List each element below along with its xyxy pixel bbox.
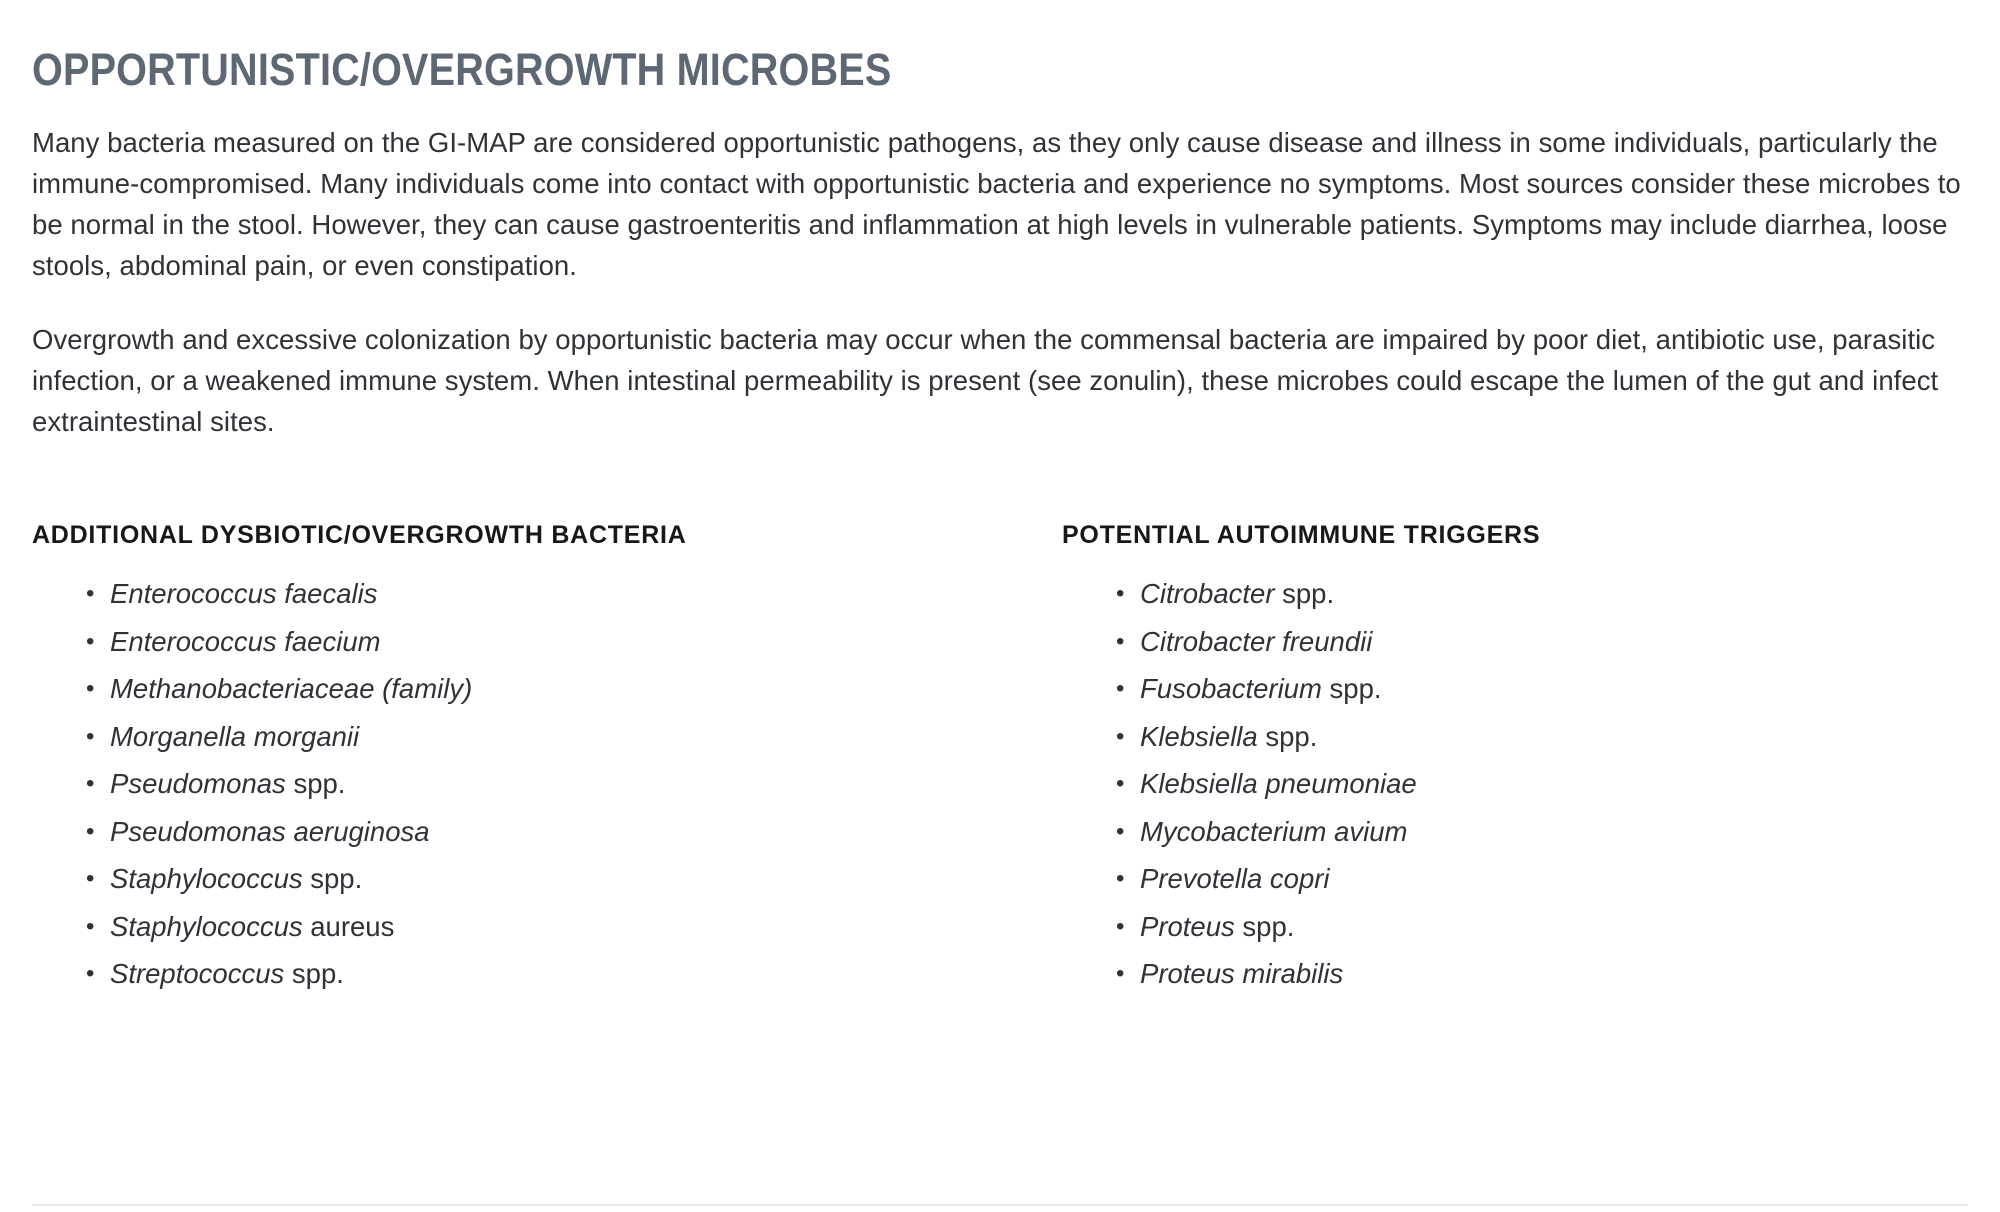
column-potential-autoimmune-triggers: [1062, 520, 1962, 998]
species-name-italic: Methanobacteriaceae (family): [110, 673, 473, 704]
species-name-italic: Pseudomonas aeruginosa: [110, 815, 430, 847]
list-item: [1062, 665, 1962, 713]
intro-paragraph-2: Overgrowth and excessive colonization by opportunistic bacteria may occur when the commensal bacteria are impaired by poor diet, antibiotic use, parasitic infection, or a weakened immune system. When intestinal permeability is present (see zonulin), these microbes could escape the lumen of the gut and infect extraintestinal sites.: [32, 324, 1939, 437]
species-list-right: [1062, 550, 1962, 998]
list-item: [1062, 808, 1962, 856]
list-item: [32, 950, 1062, 998]
species-name-italic: Klebsiella: [1140, 720, 1258, 752]
species-name-italic: Morganella morganii: [110, 720, 360, 752]
species-name-italic: Fusobacterium: [1140, 673, 1322, 704]
list-item: [1062, 903, 1962, 951]
list-item: [32, 713, 1062, 761]
species-name-italic: Staphylococcus: [110, 910, 303, 942]
species-name-italic: Proteus mirabilis: [1140, 958, 1344, 989]
species-name-qualifier: spp.: [302, 863, 363, 894]
species-name-italic: Enterococcus faecium: [110, 625, 381, 657]
species-name-qualifier: spp.: [1234, 910, 1295, 942]
species-name-italic: Prevotella copri: [1140, 863, 1330, 894]
species-name-italic: Enterococcus faecalis: [110, 578, 378, 609]
species-name-qualifier: spp.: [1274, 578, 1335, 609]
list-item: [1062, 713, 1962, 761]
species-name-qualifier: spp.: [1321, 673, 1382, 704]
list-item: [32, 903, 1062, 951]
section-heading-potential-autoimmune-triggers: POTENTIAL AUTOIMMUNE TRIGGERS: [1062, 521, 1541, 549]
species-name-italic: Mycobacterium avium: [1140, 815, 1408, 847]
list-item: [32, 808, 1062, 856]
species-name-italic: Klebsiella pneumoniae: [1140, 768, 1417, 799]
species-name-italic: Streptococcus: [110, 958, 285, 989]
species-name-qualifier: spp.: [1257, 720, 1318, 752]
list-item: [32, 618, 1062, 666]
intro-paragraph-1: Many bacteria measured on the GI-MAP are considered opportunistic pathogens, as they only cause disease and illness in some individuals, particularly the immune-compromised. Many individuals come into contact with opportunistic bacteria and experience no symptoms. Most sources consider these microbes to be normal in the stool. However, they can cause gastroenteritis and inflammation at high levels in vulnerable patients. Symptoms may include diarrhea, loose stools, abdominal pain, or even constipation.: [32, 127, 1961, 281]
list-item: [32, 760, 1062, 808]
species-list-left: [32, 550, 1062, 998]
list-item: [1062, 855, 1962, 903]
species-columns: [32, 442, 1968, 998]
species-name-italic: Pseudomonas: [110, 768, 286, 799]
species-name-qualifier: spp.: [284, 958, 344, 989]
species-name-italic: Proteus: [1140, 910, 1235, 942]
list-item: [32, 855, 1062, 903]
page-title: OPPORTUNISTIC/OVERGROWTH MICROBES: [32, 44, 892, 95]
section-heading-additional-dysbiotic-overgrowth-bacteria: ADDITIONAL DYSBIOTIC/OVERGROWTH BACTERIA: [32, 521, 687, 549]
list-item: [1062, 950, 1962, 998]
column-additional-dysbiotic-overgrowth-bacteria: [32, 520, 1062, 998]
footer-divider: [32, 1204, 1968, 1206]
species-name-italic: Staphylococcus: [110, 863, 303, 894]
species-name-qualifier: spp.: [285, 768, 346, 799]
list-item: [32, 570, 1062, 618]
list-item: [1062, 618, 1962, 666]
list-item: [1062, 570, 1962, 618]
species-name-italic: Citrobacter: [1140, 578, 1275, 609]
species-name-italic: Citrobacter freundii: [1140, 625, 1373, 657]
list-item: [32, 665, 1062, 713]
species-name-qualifier: aureus: [302, 910, 395, 942]
list-item: [1062, 760, 1962, 808]
